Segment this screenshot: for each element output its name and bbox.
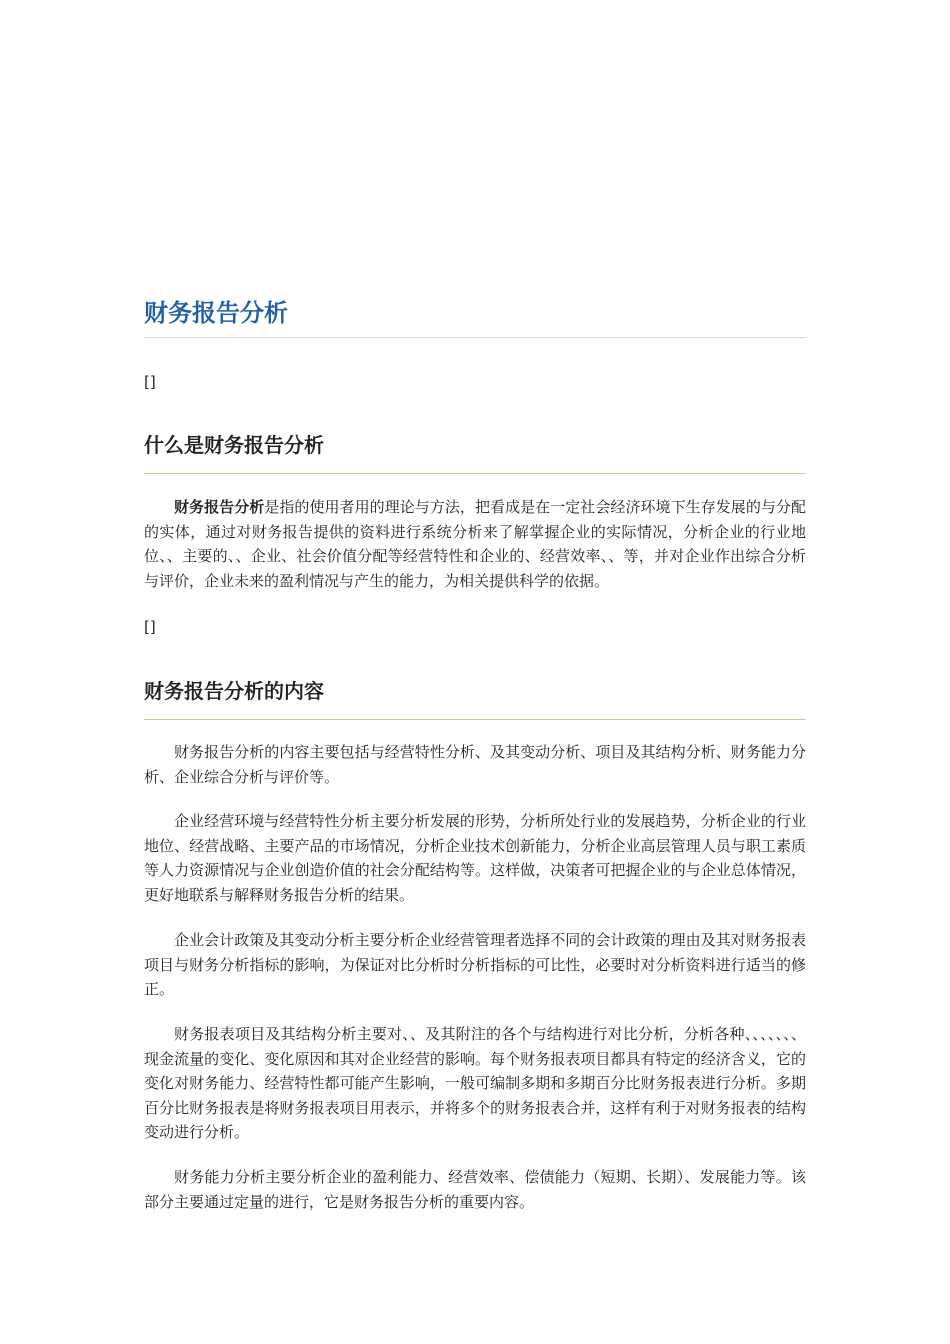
placeholder-bracket: [] (144, 618, 156, 636)
section-heading-content: 财务报告分析的内容 (144, 679, 324, 703)
section-divider (144, 473, 806, 474)
title-divider (144, 337, 806, 338)
content-paragraph: 企业会计政策及其变动分析主要分析企业经营管理者选择不同的会计政策的理由及其对财务报表项目与财务分析指标的影响，为保证对比分析时分析指标的可比性，必要时对分析资料进行适当的修正。 (144, 931, 806, 998)
section-heading-what-is: 什么是财务报告分析 (144, 433, 324, 457)
content-paragraph: 财务报告分析的内容主要包括与经营特性分析、及其变动分析、项目及其结构分析、财务能力分析、企业综合分析与评价等。 (144, 743, 806, 786)
placeholder-bracket: [] (144, 373, 156, 391)
page-title: 财务报告分析 (144, 299, 288, 327)
section-divider (144, 719, 806, 720)
content-paragraph: 企业经营环境与经营特性分析主要分析发展的形势，分析所处行业的发展趋势，分析企业的行业地位、经营战略、主要产品的市场情况，分析企业技术创新能力，分析企业高层管理人员与职工素质等人力资源情况与企业创造价值的社会分配结构等。这样做，决策者可把握企业的与企业总体情况，更好地联系与解释财务报告分析的结果。 (144, 812, 806, 904)
content-paragraph: 财务能力分析主要分析企业的盈利能力、经营效率、偿债能力（短期、长期）、发展能力等。该部分主要通过定量的进行，它是财务报告分析的重要内容。 (144, 1168, 806, 1211)
definition-text: 是指的使用者用的理论与方法，把看成是在一定社会经济环境下生存发展的与分配的实体，通过对财务报告提供的资料进行系统分析来了解掌握企业的实际情况，分析企业的行业地位、、主要的、、企业、社会价值分配等经营特性和企业的、经营效率、、等，并对企业作出综合分析与评价，企业未来的盈利情况与产生的能力，为相关提供科学的依据。 (144, 498, 806, 590)
content-paragraph: 财务报表项目及其结构分析主要对、、及其附注的各个与结构进行对比分析，分析各种、、、、、、、现金流量的变化、变化原因和其对企业经营的影响。每个财务报表项目都具有特定的经济含义，它的变化对财务能力、经营特性都可能产生影响，一般可编制多期和多期百分比财务报表进行分析。多期百分比财务报表是将财务报表项目用表示，并将多个的财务报表合并，这样有利于对财务报表的结构变动进行分析。 (144, 1025, 806, 1141)
definition-term: 财务报告分析 (174, 498, 265, 516)
definition-paragraph (144, 495, 806, 593)
